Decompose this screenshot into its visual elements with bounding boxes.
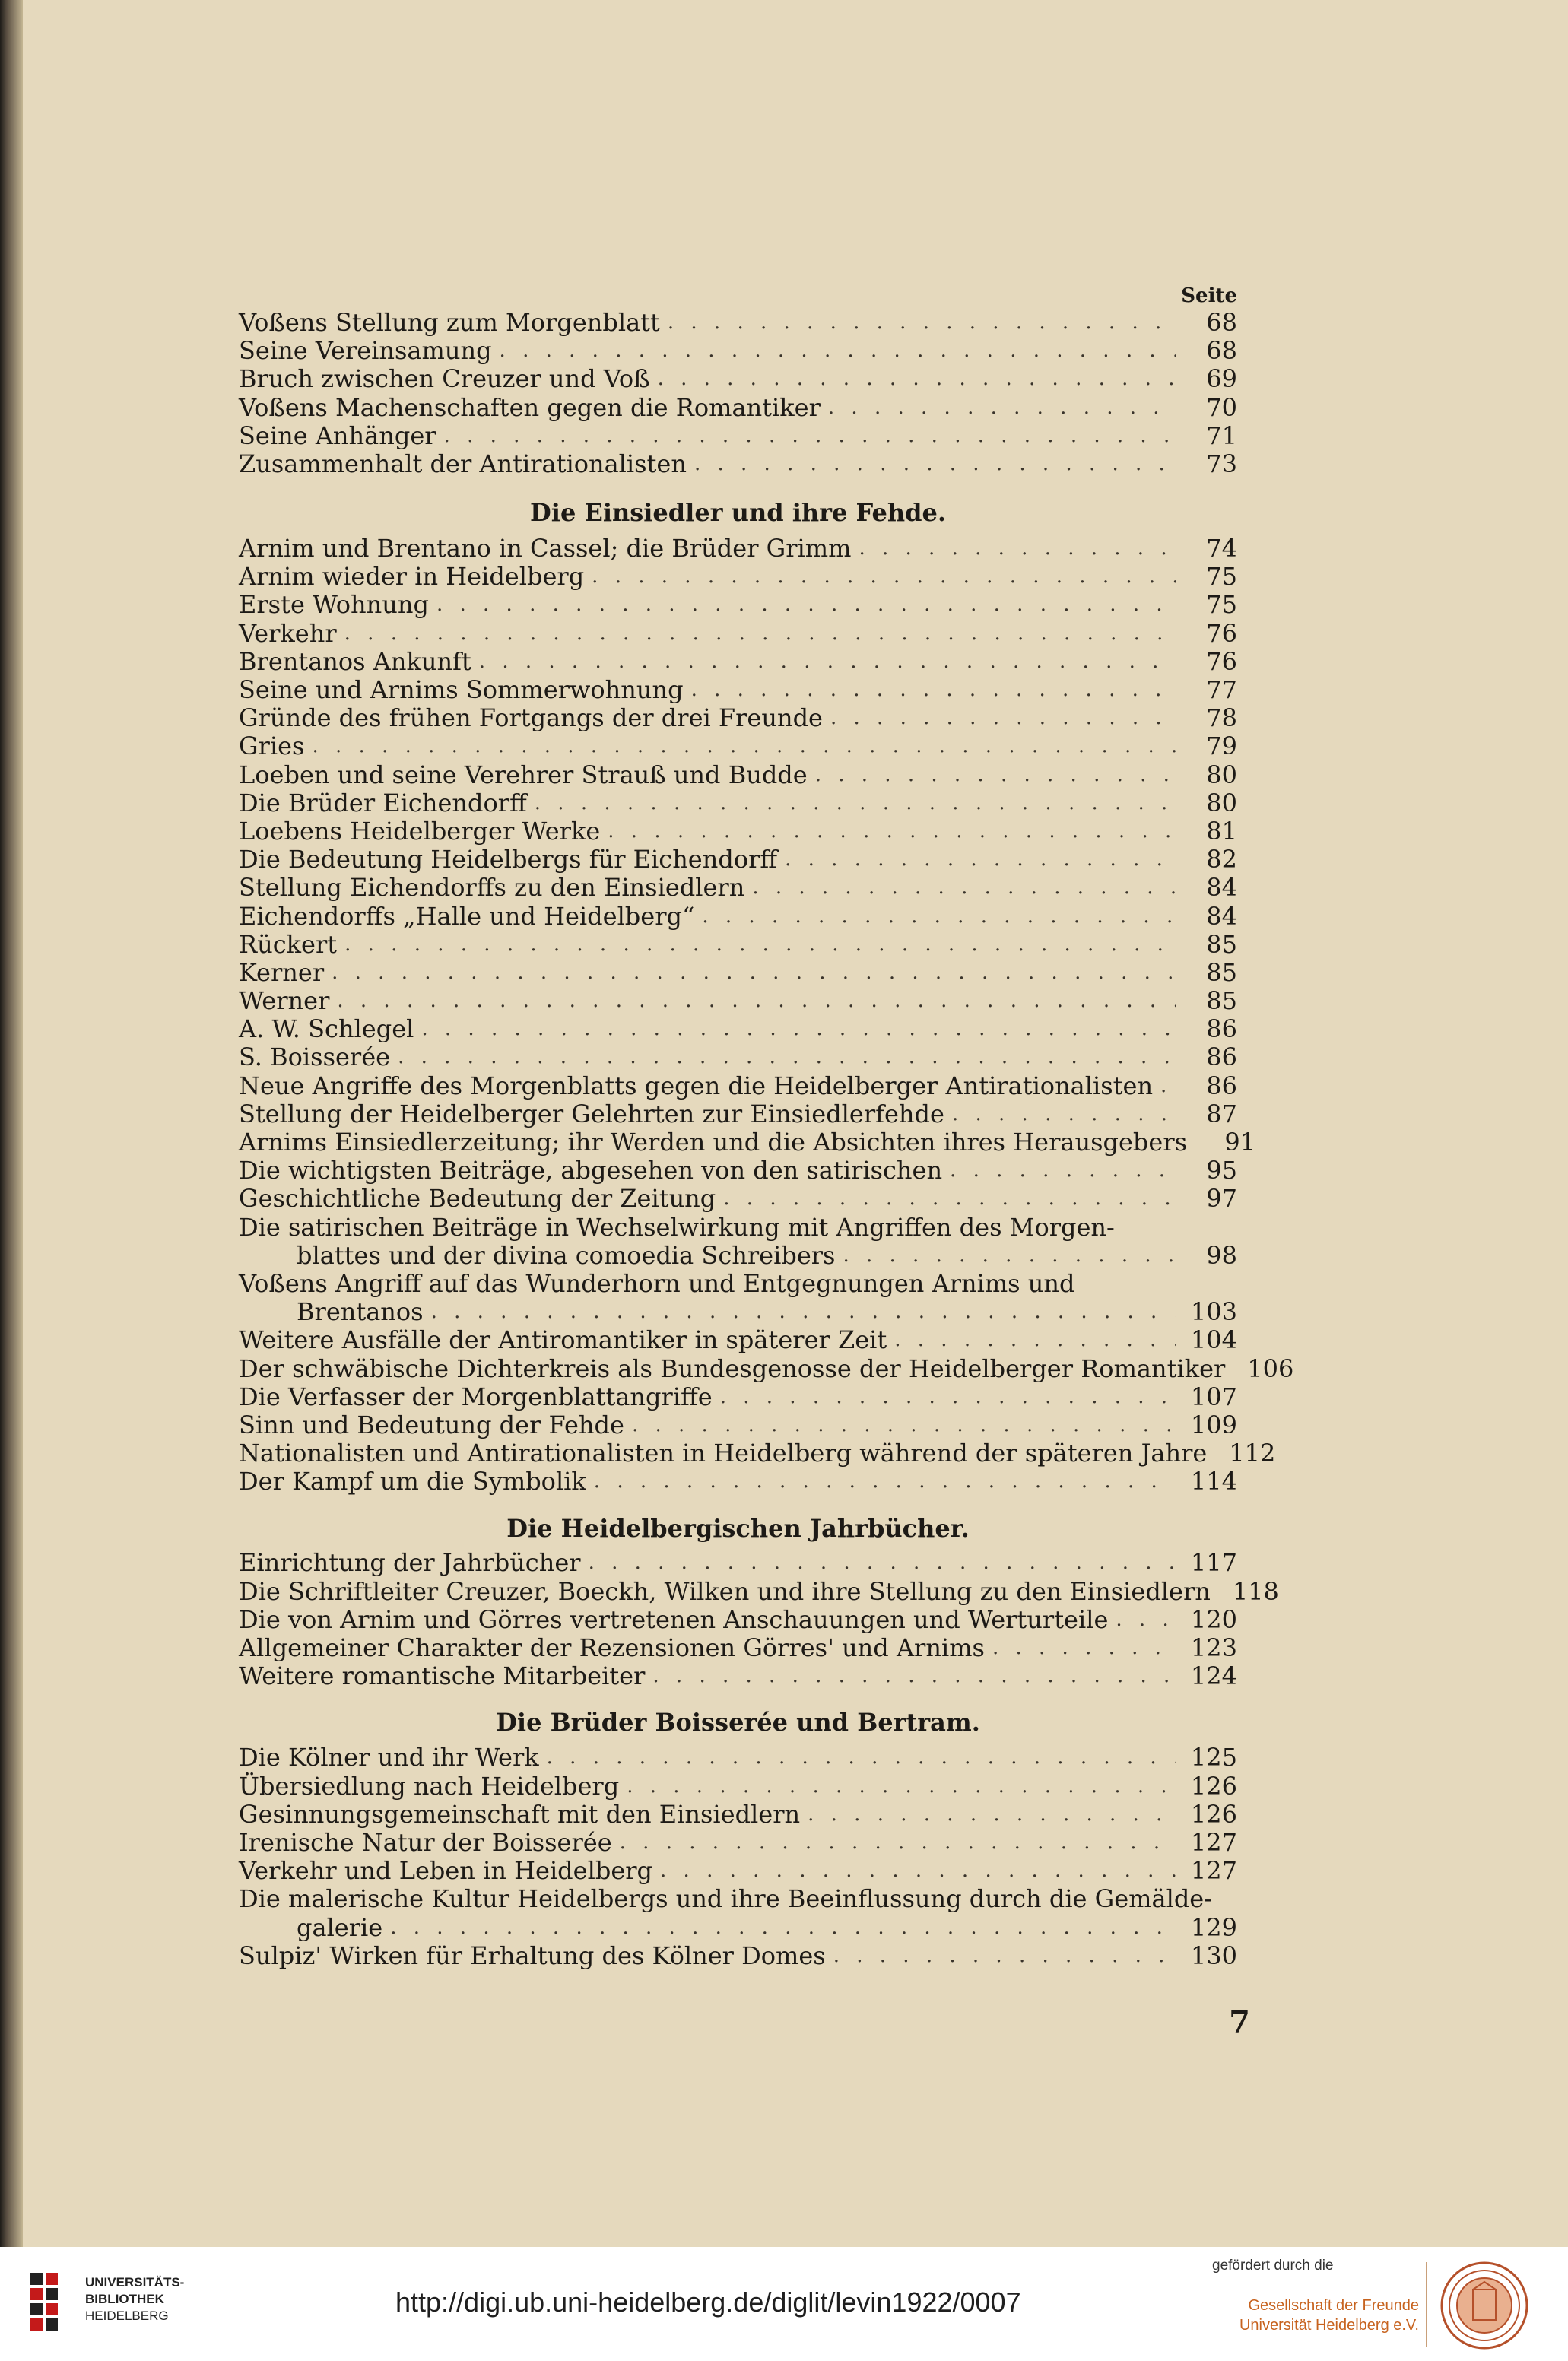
leader-dots — [337, 987, 1176, 1015]
toc-list-a — [239, 309, 1237, 478]
toc-entry-page: 91 — [1224, 1128, 1256, 1157]
leader-dots — [589, 1549, 1176, 1577]
toc-entry-label: Die von Arnim und Görres vertretenen Anschauungen und Werturteile — [239, 1604, 1109, 1634]
toc-entry-page: 104 — [1190, 1325, 1237, 1355]
toc-entry-page: 98 — [1206, 1240, 1237, 1270]
toc-entry-page: 86 — [1206, 1042, 1237, 1072]
permalink-url[interactable]: http://digi.ub.uni-heidelberg.de/diglit/levin1922/0007 — [395, 2286, 1021, 2318]
toc-entry-label: Seine Anhänger — [239, 420, 436, 450]
toc-entry-label: Sinn und Bedeutung der Fehde — [239, 1410, 624, 1439]
toc-entry-page: 86 — [1206, 1071, 1237, 1100]
toc-entry — [239, 1411, 1237, 1439]
leader-dots — [660, 1857, 1176, 1885]
toc-entry-page: 70 — [1206, 392, 1237, 422]
toc-entry — [239, 309, 1237, 337]
toc-entry-page: 74 — [1206, 534, 1237, 563]
leader-dots — [843, 1242, 1176, 1270]
toc-entry — [239, 394, 1237, 422]
toc-entry-page: 112 — [1229, 1439, 1276, 1468]
leader-dots — [332, 959, 1176, 987]
leader-dots — [668, 309, 1176, 337]
leader-dots — [723, 1185, 1176, 1213]
toc-entry-page: 80 — [1206, 760, 1237, 789]
leader-dots — [720, 1383, 1176, 1411]
leader-dots — [344, 931, 1176, 959]
toc-entry-page: 127 — [1190, 1856, 1237, 1886]
toc-entry — [239, 846, 1237, 874]
toc-entry — [239, 676, 1237, 704]
toc-entry-page: 85 — [1206, 986, 1237, 1016]
leader-dots — [444, 422, 1176, 450]
toc-list-d2 — [239, 1942, 1237, 1970]
toc-entry-page: 114 — [1190, 1467, 1237, 1496]
toc-list-b2 — [239, 1325, 1294, 1496]
toc-entry-label: Voßens Angriff auf das Wunderhorn und Entgegnungen Arnims und — [239, 1268, 1075, 1298]
toc-entry — [239, 1829, 1237, 1857]
toc-entry-page: 84 — [1206, 873, 1237, 903]
toc-entry-label: A. W. Schlegel — [239, 1014, 414, 1044]
toc-entry — [239, 1072, 1237, 1100]
leader-dots — [828, 394, 1176, 422]
toc-entry-page: 130 — [1190, 1941, 1237, 1970]
leader-dots — [1116, 1606, 1176, 1634]
toc-entry-label: Gries — [239, 731, 305, 761]
toc-entry-label: Gründe des frühen Fortgangs der drei Freunde — [239, 703, 823, 733]
toc-entry — [239, 1128, 1256, 1157]
toc-entry-label: Arnim und Brentano in Cassel; die Brüder Grimm — [239, 534, 852, 563]
leader-dots — [952, 1100, 1176, 1128]
seite-header: Seite — [1181, 284, 1237, 307]
toc-entry — [239, 1439, 1276, 1468]
toc-entry — [239, 1942, 1237, 1970]
toc-entry — [239, 1662, 1237, 1690]
toc-entry — [239, 1576, 1279, 1606]
toc-entry-page: 126 — [1190, 1771, 1237, 1801]
leader-dots — [594, 1468, 1176, 1496]
sponsor-divider — [1426, 2262, 1427, 2347]
leader-dots — [632, 1411, 1176, 1439]
toc-entry-page: 78 — [1206, 703, 1237, 733]
toc-entry-page: 71 — [1206, 420, 1237, 450]
toc-entry-page: 81 — [1206, 816, 1237, 846]
toc-entry — [239, 620, 1237, 648]
toc-entry-label: Verkehr — [239, 618, 337, 648]
library-name — [85, 2274, 184, 2325]
toc-entry-page: 124 — [1190, 1661, 1237, 1691]
toc-entry-page: 84 — [1206, 901, 1237, 931]
toc-entry — [239, 789, 1237, 817]
leader-dots — [436, 591, 1176, 619]
toc-entry-wrap1 — [239, 1214, 1237, 1242]
page-number: 7 — [1229, 2004, 1250, 2040]
leader-dots — [833, 1942, 1176, 1970]
leader-dots — [398, 1043, 1176, 1071]
leader-dots — [592, 563, 1176, 591]
toc-entry-label: Gesinnungsgemeinschaft mit den Einsiedlern — [239, 1799, 801, 1829]
toc-entry-label: Bruch zwischen Creuzer und Voß — [239, 364, 650, 394]
toc-entry-page: 103 — [1190, 1297, 1237, 1327]
leader-dots — [830, 704, 1176, 732]
toc-entry — [239, 1326, 1237, 1354]
leader-dots — [702, 903, 1176, 931]
section-heading-jahrbuecher: Die Heidelbergischen Jahrbücher. — [506, 1513, 970, 1543]
footer-bar — [0, 2247, 1568, 2361]
toc-entry-page: 125 — [1190, 1743, 1237, 1772]
toc-entry-page: 97 — [1206, 1184, 1237, 1214]
toc-entry-page: 106 — [1247, 1353, 1294, 1383]
toc-entry-page: 77 — [1206, 675, 1237, 705]
toc-entry — [239, 450, 1237, 478]
toc-entry-label: Arnims Einsiedlerzeitung; ihr Werden und die Absichten ihres Herausgebers — [239, 1128, 1188, 1157]
toc-entry — [239, 1044, 1237, 1072]
toc-entry — [239, 365, 1237, 393]
toc-entry-label: Kerner — [239, 957, 325, 987]
toc-entry-page: 85 — [1206, 957, 1237, 987]
toc-entry — [239, 1857, 1237, 1885]
toc-entry-page: 86 — [1206, 1014, 1237, 1044]
sponsor-label: gefördert durch die — [1212, 2258, 1334, 2274]
toc-entry-page: 68 — [1206, 307, 1237, 337]
leader-dots — [620, 1829, 1176, 1857]
leader-dots — [808, 1801, 1176, 1829]
toc-entry-page: 75 — [1206, 562, 1237, 592]
toc-entry-label: Voßens Stellung zum Morgenblatt — [239, 307, 660, 337]
toc-entry-page: 79 — [1206, 731, 1237, 761]
toc-entry — [239, 337, 1237, 365]
toc-entry-page: 69 — [1206, 364, 1237, 394]
toc-entry-label: Seine Vereinsamung — [239, 336, 492, 366]
toc-entry-label: Weitere Ausfälle der Antiromantiker in späterer Zeit — [239, 1325, 887, 1355]
toc-entry — [239, 1744, 1237, 1772]
leader-dots — [894, 1326, 1176, 1354]
toc-entry-label: Die Brüder Eichendorff — [239, 788, 527, 817]
toc-entry-label: Sulpiz' Wirken für Erhaltung des Kölner Domes — [239, 1941, 826, 1970]
toc-list-c — [239, 1548, 1279, 1691]
leader-dots — [479, 648, 1176, 676]
toc-entry-label: S. Boisserée — [239, 1042, 391, 1072]
toc-entry-wrap3-cont — [239, 1914, 1237, 1942]
table-of-contents — [239, 283, 1294, 1970]
section-heading-einsiedler: Die Einsiedler und ihre Fehde. — [530, 498, 946, 528]
toc-entry-label: Einrichtung der Jahrbücher — [239, 1548, 581, 1578]
toc-entry-label: Stellung Eichendorffs zu den Einsiedlern — [239, 873, 745, 903]
toc-entry-page: 127 — [1190, 1827, 1237, 1857]
toc-entry — [239, 1634, 1237, 1662]
leader-dots — [344, 620, 1176, 648]
toc-entry — [239, 903, 1237, 931]
leader-dots — [950, 1157, 1176, 1185]
toc-entry-label: Die Kölner und ihr Werk — [239, 1743, 539, 1772]
toc-entry-page: 76 — [1206, 618, 1237, 648]
toc-entry-label: Nationalisten und Antirationalisten in Heidelberg während der späteren Jahre — [239, 1439, 1208, 1468]
toc-entry-page: 118 — [1232, 1576, 1279, 1606]
leader-dots — [785, 846, 1176, 874]
toc-entry-label: Rückert — [239, 929, 338, 959]
toc-entry-label: Brentanos — [297, 1297, 424, 1327]
toc-entry-label: Übersiedlung nach Heidelberg — [239, 1771, 620, 1801]
toc-entry-page: 109 — [1190, 1410, 1237, 1439]
toc-entry — [239, 987, 1237, 1015]
toc-entry-label: Loeben und seine Verehrer Strauß und Budde — [239, 760, 808, 789]
toc-entry-page: 68 — [1206, 336, 1237, 366]
toc-entry-label: galerie — [297, 1912, 383, 1942]
toc-entry-page: 87 — [1206, 1099, 1237, 1128]
toc-entry-label: Geschichtliche Bedeutung der Zeitung — [239, 1184, 716, 1214]
sponsor-name — [1220, 2296, 1419, 2335]
toc-entry-wrap2-cont — [239, 1298, 1237, 1326]
leader-dots — [390, 1914, 1176, 1942]
toc-entry-wrap3 — [239, 1885, 1237, 1913]
toc-entry-label: Die malerische Kultur Heidelbergs und ihre Beeinflussung durch die Gemälde- — [239, 1884, 1213, 1914]
leader-dots — [992, 1634, 1176, 1662]
toc-entry-label: Irenische Natur der Boisserée — [239, 1827, 612, 1857]
toc-entry-label: Der Kampf um die Symbolik — [239, 1467, 586, 1496]
toc-entry-label: blattes und der divina comoedia Schreibers — [297, 1240, 836, 1270]
leader-dots — [312, 732, 1176, 760]
toc-entry-wrap1-cont — [239, 1242, 1237, 1270]
leader-dots — [431, 1298, 1176, 1326]
toc-entry — [239, 1100, 1237, 1128]
leader-dots — [691, 676, 1176, 704]
toc-entry — [239, 761, 1237, 789]
toc-entry — [239, 931, 1237, 959]
toc-entry-page: 82 — [1206, 845, 1237, 874]
toc-entry — [239, 1468, 1237, 1496]
toc-entry-page: 107 — [1190, 1382, 1237, 1411]
toc-entry — [239, 1550, 1237, 1578]
toc-entry-label: Verkehr und Leben in Heidelberg — [239, 1856, 653, 1886]
toc-entry-page: 75 — [1206, 590, 1237, 620]
toc-entry — [239, 732, 1237, 760]
toc-entry — [239, 422, 1237, 450]
toc-entry-label: Die satirischen Beiträge in Wechselwirkung mit Angriffen des Morgen- — [239, 1212, 1115, 1242]
toc-entry — [239, 1353, 1294, 1383]
toc-entry-label: Arnim wieder in Heidelberg — [239, 562, 585, 592]
toc-entry — [239, 1772, 1237, 1801]
university-seal-icon — [1439, 2261, 1529, 2350]
toc-entry — [239, 1015, 1237, 1043]
leader-dots — [500, 337, 1176, 365]
library-logo-icon — [27, 2270, 73, 2338]
toc-entry-page: 117 — [1190, 1548, 1237, 1578]
toc-entry-label: Die Verfasser der Morgenblattangriffe — [239, 1382, 713, 1411]
toc-entry-page: 85 — [1206, 929, 1237, 959]
toc-entry-label: Neue Angriffe des Morgenblatts gegen die Heidelberger Antirationalisten — [239, 1071, 1154, 1100]
leader-dots — [627, 1772, 1176, 1801]
leader-dots — [535, 789, 1176, 817]
toc-list-b1 — [239, 534, 1256, 1214]
page-edge-shadow — [0, 0, 23, 2247]
sponsor-line1: Gesellschaft der Freunde — [1248, 2297, 1419, 2314]
toc-entry — [239, 1157, 1237, 1185]
toc-entry — [239, 704, 1237, 732]
toc-entry — [239, 1606, 1237, 1634]
toc-entry-page: 129 — [1190, 1912, 1237, 1942]
toc-entry-label: Eichendorffs „Halle und Heidelberg“ — [239, 901, 695, 931]
section-heading-boisseree: Die Brüder Boisserée und Bertram. — [496, 1708, 980, 1737]
toc-entry-page: 126 — [1190, 1799, 1237, 1829]
toc-entry — [239, 1801, 1237, 1829]
toc-entry — [239, 1383, 1237, 1411]
leader-dots — [421, 1015, 1176, 1043]
toc-entry-label: Stellung der Heidelberger Gelehrten zur Einsiedlerfehde — [239, 1099, 944, 1128]
toc-entry-label: Die wichtigsten Beiträge, abgesehen von den satirischen — [239, 1156, 943, 1185]
leader-dots — [815, 761, 1176, 789]
toc-entry — [239, 563, 1237, 591]
toc-entry-page: 76 — [1206, 646, 1237, 676]
toc-entry-page: 120 — [1190, 1604, 1237, 1634]
toc-entry-wrap2 — [239, 1270, 1237, 1298]
toc-list-d — [239, 1744, 1237, 1885]
toc-entry — [239, 1185, 1237, 1213]
toc-entry-label: Loebens Heidelberger Werke — [239, 816, 601, 846]
toc-entry-page: 95 — [1206, 1156, 1237, 1185]
toc-entry-label: Weitere romantische Mitarbeiter — [239, 1661, 646, 1691]
toc-entry — [239, 648, 1237, 676]
leader-dots — [608, 817, 1176, 846]
toc-entry-page: 80 — [1206, 788, 1237, 817]
leader-dots — [652, 1662, 1176, 1690]
toc-entry-page: 123 — [1190, 1633, 1237, 1663]
leader-dots — [752, 874, 1176, 902]
toc-entry-page: 73 — [1206, 449, 1237, 478]
leader-dots — [859, 535, 1176, 563]
toc-entry-label: Die Schriftleiter Creuzer, Boeckh, Wilken und ihre Stellung zu den Einsiedlern — [239, 1576, 1211, 1606]
toc-entry-label: Allgemeiner Charakter der Rezensionen Görres' und Arnims — [239, 1633, 985, 1663]
toc-entry-label: Der schwäbische Dichterkreis als Bundesgenosse der Heidelberger Romantiker — [239, 1353, 1226, 1383]
toc-entry-label: Die Bedeutung Heidelbergs für Eichendorff — [239, 845, 778, 874]
toc-entry — [239, 817, 1237, 846]
toc-entry — [239, 874, 1237, 902]
toc-entry — [239, 535, 1237, 563]
toc-entry-label: Voßens Machenschaften gegen die Romantiker — [239, 392, 821, 422]
leader-dots — [658, 365, 1176, 393]
library-line2: BIBLIOTHEK — [85, 2292, 164, 2306]
toc-entry-label: Brentanos Ankunft — [239, 646, 471, 676]
toc-entry — [239, 959, 1237, 987]
toc-entry — [239, 592, 1237, 620]
sponsor-line2: Universität Heidelberg e.V. — [1239, 2317, 1419, 2334]
toc-entry-label: Seine und Arnims Sommerwohnung — [239, 675, 684, 705]
leader-dots — [694, 450, 1176, 478]
toc-entry-label: Zusammenhalt der Antirationalisten — [239, 449, 687, 478]
library-line1: UNIVERSITÄTS- — [85, 2275, 185, 2290]
toc-entry-label: Werner — [239, 986, 330, 1016]
toc-entry-label: Erste Wohnung — [239, 590, 429, 620]
leader-dots — [547, 1744, 1176, 1772]
leader-dots — [1160, 1072, 1176, 1100]
library-line3: HEIDELBERG — [85, 2309, 169, 2323]
